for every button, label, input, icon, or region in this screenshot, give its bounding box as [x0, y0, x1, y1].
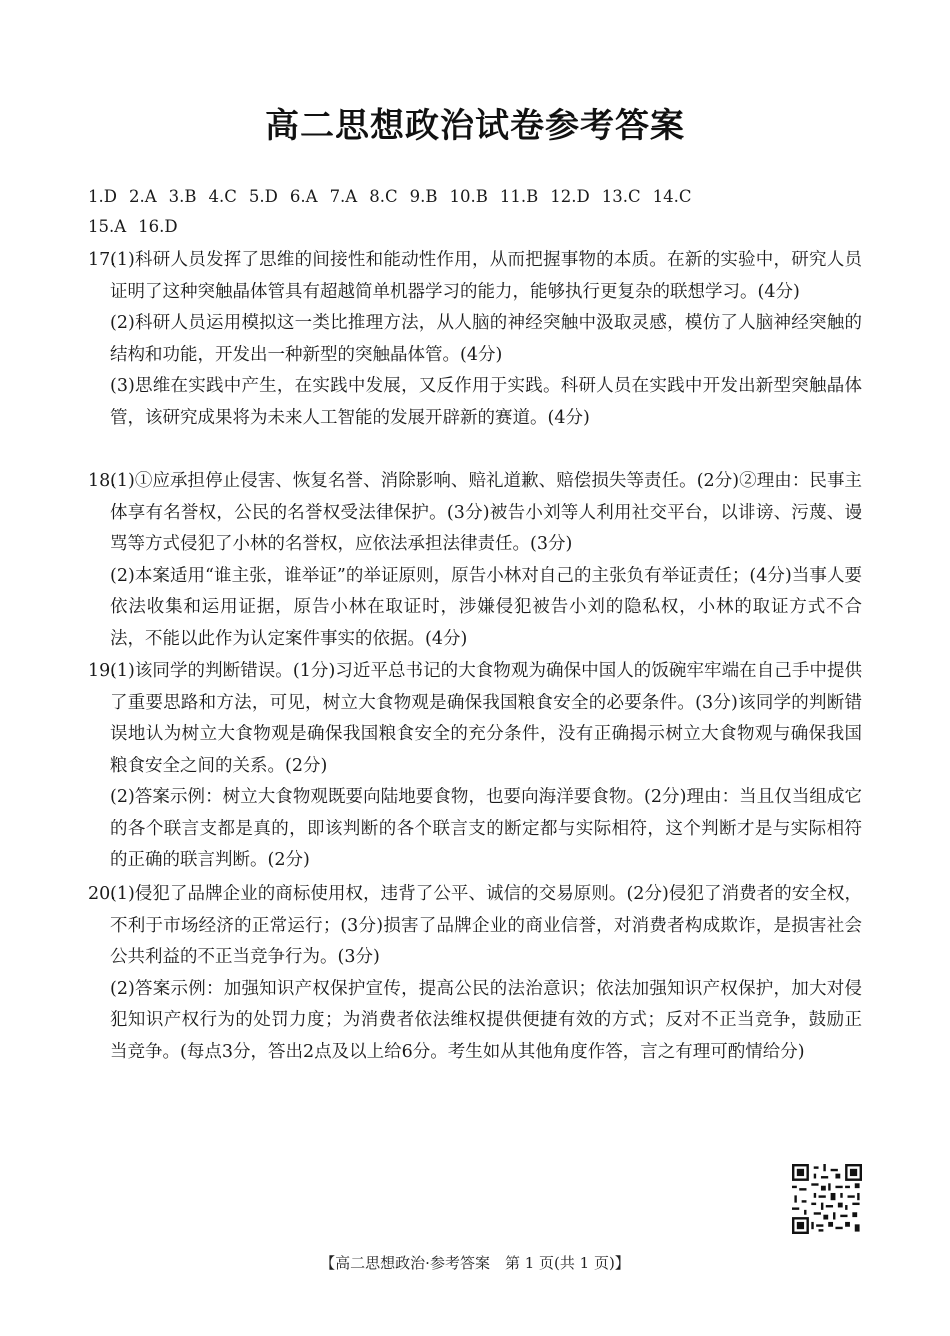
question-19-part-2: (2)答案示例：树立大食物观既要向陆地要食物，也要向海洋要食物。(2分)理由：当且仅当组成它的各个联言支都是真的，即该判断的各个联言支的断定都与实际相符，这个判断才是与实际相符的正确的联言判断。(2分): [110, 787, 862, 870]
question-number: 18.: [88, 471, 116, 491]
choice-answer: 8.C: [369, 187, 398, 206]
question-20-part-1: [88, 879, 862, 974]
choice-answers: [88, 182, 888, 242]
question-19-part-1: [88, 656, 862, 782]
question-number: 20.: [88, 884, 116, 904]
choice-answer: 13.C: [601, 187, 641, 206]
answer-text: (1)侵犯了品牌企业的商标使用权，违背了公平、诚信的交易原则。(2分)侵犯了消费者的安全权，不利于市场经济的正常运行；(3分)损害了品牌企业的商业信誉，对消费者构成欺诈，是损害社会公共利益的不正当竞争行为。(3分): [110, 884, 862, 967]
answer-text: (1)科研人员发挥了思维的间接性和能动性作用，从而把握事物的本质。在新的实验中，研究人员证明了这种突触晶体管具有超越简单机器学习的能力，能够执行更复杂的联想学习。(4分): [110, 250, 862, 302]
question-19: [0, 656, 950, 877]
question-number: 19.: [88, 661, 116, 681]
question-17-part-2: (2)科研人员运用模拟这一类比推理方法，从人脑的神经突触中汲取灵感，模仿了人脑神经突触的结构和功能，开发出一种新型的突触晶体管。(4分): [110, 313, 862, 365]
choice-answer: 10.B: [449, 187, 488, 206]
question-20: [0, 879, 950, 1068]
answer-text: (1)该同学的判断错误。(1分)习近平总书记的大食物观为确保中国人的饭碗牢牢端在自己手中提供了重要思路和方法，可见，树立大食物观是确保我国粮食安全的必要条件。(3分)该同学的判断错误地认为树立大食物观是确保我国粮食安全的充分条件，没有正确揭示树立大食物观与确保我国粮食安全之间的关系。(2分): [110, 661, 862, 776]
choice-answer: 15.A: [88, 217, 127, 236]
question-17-part-3: (3)思维在实践中产生，在实践中发展，又反作用于实践。科研人员在实践中开发出新型突触晶体管，该研究成果将为未来人工智能的发展开辟新的赛道。(4分): [110, 376, 862, 428]
choice-answer: 9.B: [409, 187, 438, 206]
choice-answer: 12.D: [550, 187, 590, 206]
choice-answer: 6.A: [289, 187, 318, 206]
choice-answer: 14.C: [652, 187, 692, 206]
question-17: [0, 245, 950, 434]
question-18-part-2: (2)本案适用“谁主张，谁举证”的举证原则，原告小林对自己的主张负有举证责任；(4分)当事人要依法收集和运用证据，原告小林在取证时，涉嫌侵犯被告小刘的隐私权，小林的取证方式不合法，不能以此作为认定案件事实的依据。(4分): [110, 565, 862, 649]
page-footer: 【高二思想政治·参考答案 第 1 页(共 1 页)】: [320, 1254, 630, 1272]
page-title: 高二思想政治试卷参考答案: [265, 106, 685, 146]
choice-answer: 1.D: [88, 187, 117, 206]
choice-answer: 5.D: [248, 187, 278, 206]
qr-code-icon: [792, 1164, 862, 1234]
question-18: [0, 466, 950, 655]
question-18-part-1: [88, 466, 862, 561]
choice-row-1: [88, 182, 888, 212]
choice-answer: 7.A: [329, 187, 358, 206]
question-20-part-2: (2)答案示例：加强知识产权保护宣传，提高公民的法治意识；依法加强知识产权保护，加大对侵犯知识产权行为的处罚力度；为消费者依法维权提供便捷有效的方式；反对不正当竞争，鼓励正当竞争。(每点3分，答出2点及以上给6分。考生如从其他角度作答，言之有理可酌情给分): [110, 978, 862, 1062]
answer-text: (1)①应承担停止侵害、恢复名誉、消除影响、赔礼道歉、赔偿损失等责任。(2分)②理由：民事主体享有名誉权，公民的名誉权受法律保护。(3分)被告小刘等人利用社交平台，以诽谤、污蔑、谩骂等方式侵犯了小林的名誉权，应依法承担法律责任。(3分): [110, 471, 862, 554]
choice-answer: 3.B: [168, 187, 197, 206]
choice-answer: 11.B: [499, 187, 539, 206]
choice-answer: 4.C: [208, 187, 237, 206]
choice-answer: 2.A: [128, 187, 157, 206]
question-17-part-1: [88, 245, 862, 308]
question-number: 17.: [88, 250, 116, 270]
choice-answer: 16.D: [138, 217, 178, 236]
choice-row-2: [88, 212, 888, 242]
